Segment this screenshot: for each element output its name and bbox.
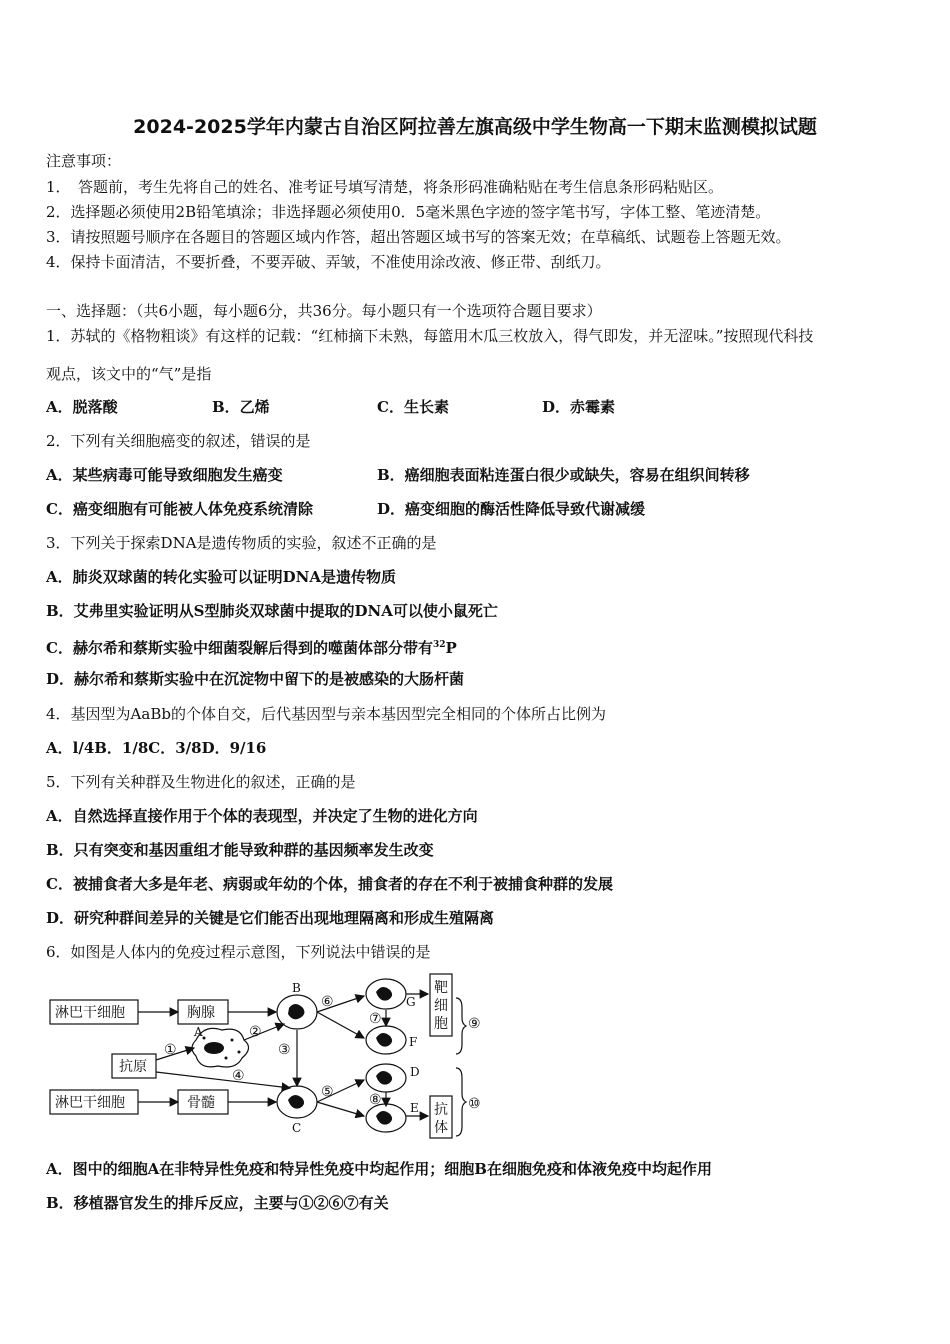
target-char-1: 靶: [434, 980, 448, 996]
label-a: A: [194, 1025, 203, 1039]
notice-item: 1． 答题前，考生先将自己的姓名、准考证号填写清楚，将条形码准确粘贴在考生信息条形码粘贴区。: [46, 178, 724, 196]
q3-option-d: D．赫尔希和蔡斯实验中在沉淀物中留下的是被感染的大肠杆菌: [46, 670, 465, 688]
cell-g-nucleus: [376, 987, 392, 1001]
q2-option-b: B．癌细胞表面粘连蛋白很少或缺失，容易在组织间转移: [377, 466, 750, 484]
notice-item: 4．保持卡面清洁，不要折叠，不要弄破、弄皱，不准使用涂改液、修正带、刮纸刀。: [46, 253, 611, 271]
q2-stem: 2．下列有关细胞癌变的叙述，错误的是: [46, 432, 311, 450]
q1-option-a: A．脱落酸: [46, 398, 118, 416]
q5-option-d: D．研究种群间差异的关键是它们能否出现地理隔离和形成生殖隔离: [46, 909, 495, 927]
step-7: ⑦: [369, 1011, 382, 1027]
cell-f-nucleus: [376, 1033, 392, 1047]
arrow-c-to-e: [317, 1102, 364, 1116]
section-heading: 一、选择题：（共6小题，每小题6分，共36分。每小题只有一个选项符合题目要求）: [46, 302, 602, 320]
marrow-label: 骨髓: [187, 1095, 215, 1111]
q1-option-b: B．乙烯: [212, 398, 270, 416]
arrow-antigen-to-c: [156, 1072, 290, 1088]
q5-stem: 5．下列有关种群及生物进化的叙述，正确的是: [46, 773, 356, 791]
notice-item: 3．请按照题号顺序在各题目的答题区域内作答，超出答题区域书写的答案无效；在草稿纸、试题卷上答题无效。: [46, 228, 791, 246]
q3-option-a: A．肺炎双球菌的转化实验可以证明DNA是遗传物质: [46, 568, 396, 586]
step-4: ④: [232, 1068, 245, 1084]
label-d: D: [410, 1065, 420, 1079]
antibody-char-1: 抗: [434, 1102, 448, 1118]
lymph-stem-cell-bottom-label: 淋巴干细胞: [55, 1095, 125, 1111]
label-c: C: [292, 1121, 302, 1135]
brace-10: [456, 1068, 466, 1136]
step-10: ⑩: [468, 1096, 481, 1112]
q3-stem: 3．下列关于探索DNA是遗传物质的实验，叙述不正确的是: [46, 534, 437, 552]
q5-option-c: C．被捕食者大多是年老、病弱或年幼的个体，捕食者的存在不利于被捕食种群的发展: [46, 875, 613, 893]
q5-option-a: A．自然选择直接作用于个体的表现型，并决定了生物的进化方向: [46, 807, 478, 825]
q2-option-a: A．某些病毒可能导致细胞发生癌变: [46, 466, 283, 484]
lymph-stem-cell-top-label: 淋巴干细胞: [55, 1005, 125, 1021]
q6-option-a: A．图中的细胞A在非特异性免疫和特异性免疫中均起作用；细胞B在细胞免疫和体液免疫中均起作用: [46, 1160, 712, 1178]
step-2: ②: [249, 1024, 262, 1040]
arrow-to-f: [317, 1012, 364, 1038]
step-1: ①: [164, 1042, 177, 1058]
q3-option-c: C．赫尔希和蔡斯实验中细菌裂解后得到的噬菌体部分带有$^{32}$P: [46, 639, 457, 657]
target-char-3: 胞: [434, 1016, 448, 1032]
q1-stem-line2: 观点，该文中的“气”是指: [46, 365, 212, 383]
cell-d-nucleus: [376, 1071, 392, 1085]
q1-stem-line1: 1．苏轼的《格物粗谈》有这样的记载：“红柿摘下未熟，每篮用木瓜三枚放入，得气即发，并无涩味。”按照现代科技: [46, 327, 814, 345]
notice-item: 2．选择题必须使用2B铅笔填涂；非选择题必须使用0．5毫米黑色字迹的签字笔书写，字体工整、笔迹清楚。: [46, 203, 771, 221]
label-e: E: [410, 1101, 419, 1115]
q4-options: A．l/4B．1/8C．3/8D．9/16: [46, 739, 267, 757]
antibody-char-2: 体: [434, 1120, 448, 1136]
q1-option-c: C．生长素: [377, 398, 449, 416]
label-b: B: [292, 981, 301, 995]
cell-e-nucleus: [376, 1111, 392, 1125]
step-8: ⑧: [369, 1092, 382, 1108]
label-f: F: [409, 1035, 418, 1049]
immune-process-diagram: [44, 968, 494, 1146]
q2-option-d: D．癌变细胞的酶活性降低导致代谢减缓: [377, 500, 646, 518]
q3-option-b: B．艾弗里实验证明从S型肺炎双球菌中提取的DNA可以使小鼠死亡: [46, 602, 498, 620]
step-6: ⑥: [321, 994, 334, 1010]
q5-option-b: B．只有突变和基因重组才能导致种群的基因频率发生改变: [46, 841, 434, 859]
step-5: ⑤: [321, 1084, 334, 1100]
q2-option-c: C．癌变细胞有可能被人体免疫系统清除: [46, 500, 313, 518]
q6-stem: 6．如图是人体内的免疫过程示意图，下列说法中错误的是: [46, 943, 431, 961]
thymus-label: 胸腺: [187, 1005, 215, 1021]
q1-option-d: D．赤霉素: [542, 398, 616, 416]
step-3: ③: [278, 1042, 291, 1058]
cell-b-nucleus: [288, 1004, 304, 1019]
step-9: ⑨: [468, 1016, 481, 1032]
q6-option-b: B．移植器官发生的排斥反应，主要与①②⑥⑦有关: [46, 1194, 389, 1212]
cell-a-nucleus: [204, 1042, 224, 1054]
target-char-2: 细: [434, 998, 448, 1014]
notice-heading: 注意事项：: [46, 152, 122, 170]
brace-9: [456, 998, 466, 1054]
label-g: G: [406, 995, 416, 1009]
antigen-label: 抗原: [119, 1059, 147, 1075]
page-title: 2024-2025学年内蒙古自治区阿拉善左旗高级中学生物高一下期末监测模拟试题: [133, 116, 817, 138]
cell-c-nucleus: [288, 1095, 304, 1109]
q4-stem: 4．基因型为AaBb的个体自交，后代基因型与亲本基因型完全相同的个体所占比例为: [46, 705, 606, 723]
